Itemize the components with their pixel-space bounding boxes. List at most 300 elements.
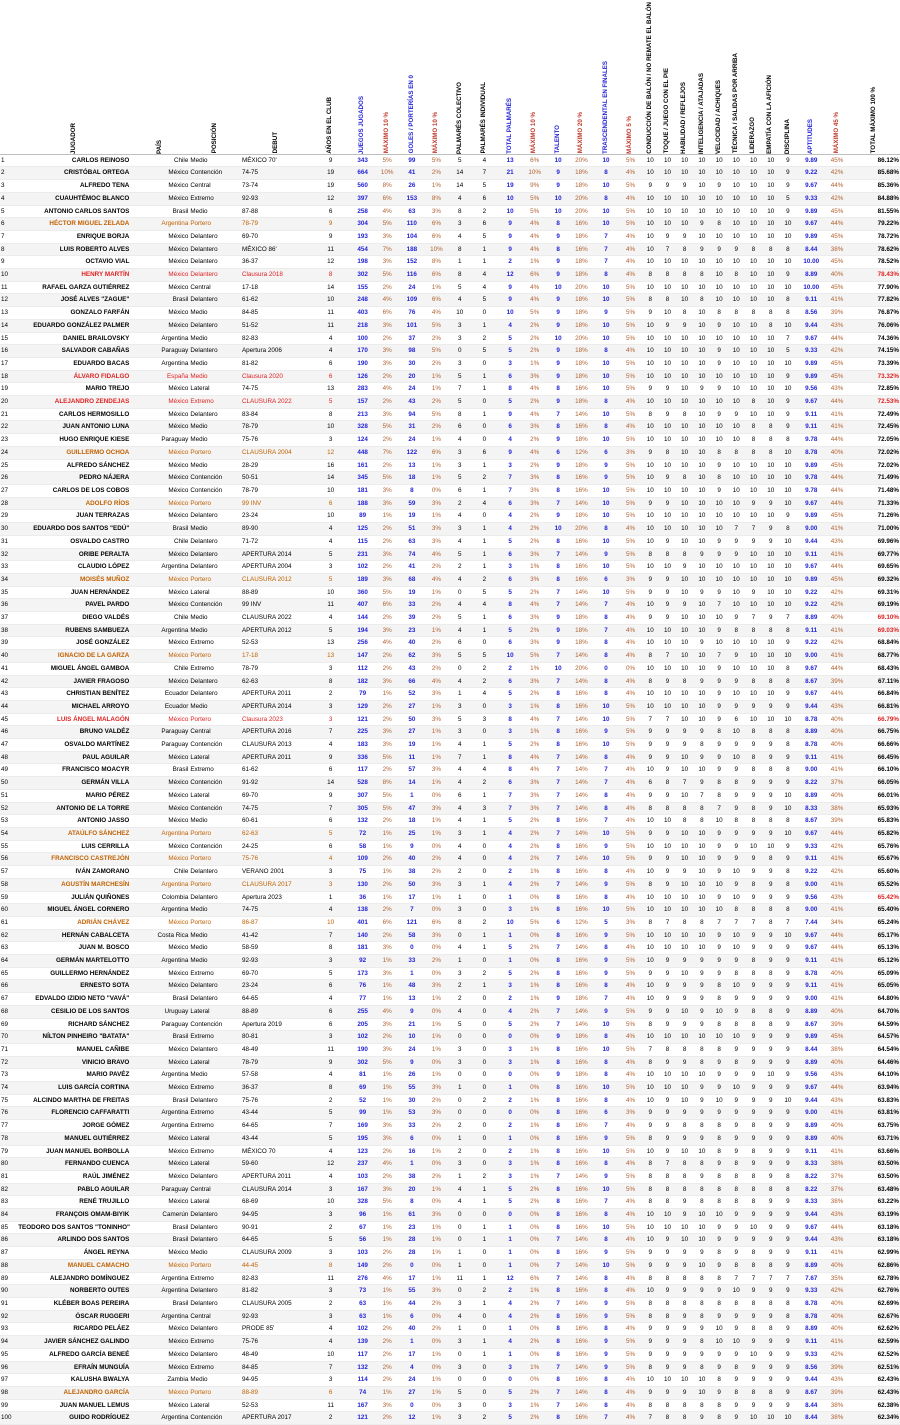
cell-total: 65.24% bbox=[848, 916, 900, 929]
cell-fan-empathy: 9 bbox=[762, 1247, 779, 1260]
cell-leadership: 10 bbox=[745, 345, 762, 358]
cell-finals: 10 bbox=[593, 535, 620, 548]
cell-goals-pct: 1% bbox=[425, 1374, 447, 1387]
cell-goals: 19 bbox=[398, 739, 425, 752]
cell-aptitudes-pct: 34% bbox=[826, 916, 848, 929]
cell-player: GONZALO FARFÁN bbox=[17, 307, 130, 320]
cell-talent: 8 bbox=[546, 485, 571, 498]
cell-talent-pct: 18% bbox=[570, 1031, 592, 1044]
cell-individual-awards: 1 bbox=[472, 751, 497, 764]
cell-talent: 6 bbox=[546, 916, 571, 929]
cell-total: 65.12% bbox=[848, 955, 900, 968]
header-country bbox=[130, 0, 189, 154]
cell-titles-pct: 1% bbox=[524, 1056, 546, 1069]
cell-talent-pct: 16% bbox=[570, 866, 592, 879]
cell-total: 71.26% bbox=[848, 510, 900, 523]
cell-speed: 10 bbox=[710, 1323, 727, 1336]
cell-intelligence: 10 bbox=[693, 510, 710, 523]
cell-talent: 7 bbox=[546, 713, 571, 726]
cell-individual-awards: 0 bbox=[472, 1069, 497, 1082]
cell-country: México bbox=[130, 1132, 189, 1145]
cell-individual-awards: 1 bbox=[472, 370, 497, 383]
cell-total: 66.81% bbox=[848, 700, 900, 713]
cell-team-titles: 2 bbox=[447, 1120, 472, 1133]
cell-position: Medio bbox=[189, 612, 241, 625]
cell-debut: VERANO 2001 bbox=[241, 866, 312, 879]
cell-touch: 9 bbox=[659, 497, 676, 510]
cell-total-titles: 2 bbox=[497, 866, 524, 879]
cell-goals-pct: 5% bbox=[425, 408, 447, 421]
cell-finals: 10 bbox=[593, 1221, 620, 1234]
cell-skill: 10 bbox=[676, 904, 693, 917]
cell-years-in-club: 6 bbox=[312, 1018, 349, 1031]
cell-index: 93 bbox=[0, 1323, 17, 1336]
header-label: PALMARÉS COLECTIVO bbox=[455, 81, 463, 154]
cell-technique: 10 bbox=[728, 1082, 745, 1095]
header-years-in-club bbox=[312, 0, 349, 154]
cell-total-titles: 2 bbox=[497, 1094, 524, 1107]
cell-goals-pct: 1% bbox=[425, 586, 447, 599]
cell-total: 64.59% bbox=[848, 1018, 900, 1031]
cell-talent-pct: 16% bbox=[570, 1043, 592, 1056]
cell-years-in-club: 11 bbox=[312, 319, 349, 332]
cell-games-played: 140 bbox=[349, 929, 376, 942]
cell-games-played: 155 bbox=[349, 281, 376, 294]
cell-skill: 10 bbox=[676, 1145, 693, 1158]
cell-talent: 6 bbox=[546, 446, 571, 459]
cell-speed: 8 bbox=[710, 218, 727, 231]
header-label: HABILIDAD / REFLEJOS bbox=[680, 81, 688, 154]
cell-ball-control: 8 bbox=[642, 1196, 659, 1209]
cell-speed: 8 bbox=[710, 1247, 727, 1260]
cell-finals-pct: 4% bbox=[620, 764, 642, 777]
cell-speed: 10 bbox=[710, 1005, 727, 1018]
cell-games-pct: 7% bbox=[376, 243, 398, 256]
cell-talent-pct: 20% bbox=[570, 281, 592, 294]
cell-talent: 7 bbox=[546, 1170, 571, 1183]
cell-goals: 63 bbox=[398, 535, 425, 548]
cell-talent: 8 bbox=[546, 815, 571, 828]
table-row bbox=[0, 1259, 900, 1272]
cell-touch: 9 bbox=[659, 408, 676, 421]
cell-debut: 87-88 bbox=[241, 205, 312, 218]
cell-years-in-club: 3 bbox=[312, 955, 349, 968]
cell-titles-pct: 2% bbox=[524, 815, 546, 828]
cell-finals-pct: 5% bbox=[620, 205, 642, 218]
cell-talent: 7 bbox=[546, 764, 571, 777]
cell-touch: 9 bbox=[659, 1056, 676, 1069]
cell-years-in-club: 4 bbox=[312, 1145, 349, 1158]
cell-leadership: 10 bbox=[745, 840, 762, 853]
cell-technique: 10 bbox=[728, 434, 745, 447]
cell-total-titles: 5 bbox=[497, 967, 524, 980]
cell-skill: 10 bbox=[676, 700, 693, 713]
cell-debut: APERTURA 2017 bbox=[241, 1412, 312, 1425]
cell-aptitudes: 9.44 bbox=[797, 1094, 827, 1107]
cell-country: Argentina bbox=[130, 1069, 189, 1082]
cell-talent: 9 bbox=[546, 993, 571, 1006]
cell-finals: 9 bbox=[593, 548, 620, 561]
cell-titles-pct: 4% bbox=[524, 764, 546, 777]
table-row bbox=[0, 662, 900, 675]
cell-intelligence: 10 bbox=[693, 472, 710, 485]
cell-talent: 8 bbox=[546, 1412, 571, 1425]
cell-games-pct: 3% bbox=[376, 624, 398, 637]
cell-games-played: 114 bbox=[349, 1374, 376, 1387]
cell-total-titles: 3 bbox=[497, 357, 524, 370]
cell-discipline: 10 bbox=[779, 497, 796, 510]
cell-aptitudes: 9.11 bbox=[797, 624, 827, 637]
cell-games-pct: 2% bbox=[376, 650, 398, 663]
table-row bbox=[0, 764, 900, 777]
cell-index: 96 bbox=[0, 1361, 17, 1374]
cell-aptitudes: 9.67 bbox=[797, 929, 827, 942]
cell-finals: 7 bbox=[593, 764, 620, 777]
cell-player: SALVADOR CABAÑAS bbox=[17, 345, 130, 358]
cell-titles-pct: 5% bbox=[524, 650, 546, 663]
cell-position: Medio bbox=[189, 523, 241, 536]
table-row bbox=[0, 1298, 900, 1311]
table-row bbox=[0, 1336, 900, 1349]
header-label: MÁXIMO 10 % bbox=[432, 112, 440, 154]
cell-aptitudes-pct: 45% bbox=[826, 230, 848, 243]
cell-team-titles: 3 bbox=[447, 904, 472, 917]
cell-total: 78.62% bbox=[848, 243, 900, 256]
cell-titles-pct: 6% bbox=[524, 1272, 546, 1285]
cell-total: 66.79% bbox=[848, 713, 900, 726]
cell-fan-empathy: 10 bbox=[762, 1412, 779, 1425]
cell-player: MARIO PAVÉZ bbox=[17, 1069, 130, 1082]
cell-individual-awards: 1 bbox=[472, 878, 497, 891]
cell-finals-pct: 0% bbox=[620, 662, 642, 675]
cell-aptitudes-pct: 41% bbox=[826, 650, 848, 663]
table-row bbox=[0, 751, 900, 764]
cell-talent: 9 bbox=[546, 434, 571, 447]
cell-player: MANUEL GUTIÉRREZ bbox=[17, 1132, 130, 1145]
cell-team-titles: 0 bbox=[447, 1221, 472, 1234]
cell-games-played: 195 bbox=[349, 1132, 376, 1145]
cell-goals-pct: 2% bbox=[425, 1170, 447, 1183]
cell-skill: 10 bbox=[676, 294, 693, 307]
cell-titles-pct: 3% bbox=[524, 789, 546, 802]
cell-years-in-club: 11 bbox=[312, 1272, 349, 1285]
cell-speed: 9 bbox=[710, 1234, 727, 1247]
cell-position: Central bbox=[189, 1310, 241, 1323]
cell-talent: 7 bbox=[546, 789, 571, 802]
cell-individual-awards: 0 bbox=[472, 1145, 497, 1158]
cell-skill: 10 bbox=[676, 1069, 693, 1082]
cell-player: CLAUDIO LÓPEZ bbox=[17, 561, 130, 574]
cell-games-played: 102 bbox=[349, 561, 376, 574]
cell-fan-empathy: 10 bbox=[762, 269, 779, 282]
cell-finals: 8 bbox=[593, 1056, 620, 1069]
cell-fan-empathy: 8 bbox=[762, 1005, 779, 1018]
cell-individual-awards: 0 bbox=[472, 421, 497, 434]
cell-games-played: 76 bbox=[349, 980, 376, 993]
cell-total: 65.93% bbox=[848, 802, 900, 815]
cell-years-in-club: 4 bbox=[312, 1170, 349, 1183]
cell-goals-pct: 1% bbox=[425, 751, 447, 764]
cell-intelligence: 10 bbox=[693, 599, 710, 612]
cell-goals: 40 bbox=[398, 853, 425, 866]
cell-index: 83 bbox=[0, 1196, 17, 1209]
cell-debut: 64-65 bbox=[241, 1120, 312, 1133]
cell-position: Delantero bbox=[189, 891, 241, 904]
cell-skill: 8 bbox=[676, 815, 693, 828]
cell-games-pct: 3% bbox=[376, 485, 398, 498]
header-ball-control bbox=[642, 0, 659, 154]
cell-goals-pct: 3% bbox=[425, 688, 447, 701]
cell-talent: 7 bbox=[546, 1234, 571, 1247]
cell-finals-pct: 5% bbox=[620, 485, 642, 498]
cell-player: ÁLVARO FIDALGO bbox=[17, 370, 130, 383]
cell-discipline: 8 bbox=[779, 523, 796, 536]
cell-team-titles: 4 bbox=[447, 815, 472, 828]
cell-games-played: 225 bbox=[349, 726, 376, 739]
cell-years-in-club: 3 bbox=[312, 1209, 349, 1222]
cell-goals-pct: 2% bbox=[425, 662, 447, 675]
cell-technique: 9 bbox=[728, 675, 745, 688]
table-row bbox=[0, 866, 900, 879]
cell-country: Argentina bbox=[130, 1120, 189, 1133]
cell-leadership: 8 bbox=[745, 421, 762, 434]
cell-individual-awards: 0 bbox=[472, 853, 497, 866]
cell-goals: 58 bbox=[398, 929, 425, 942]
header-index bbox=[0, 0, 17, 154]
cell-skill: 9 bbox=[676, 1361, 693, 1374]
cell-finals-pct: 4% bbox=[620, 1234, 642, 1247]
cell-country: Chile bbox=[130, 866, 189, 879]
table-row bbox=[0, 624, 900, 637]
cell-total: 76.87% bbox=[848, 307, 900, 320]
cell-games-pct: 2% bbox=[376, 1259, 398, 1272]
cell-touch: 9 bbox=[659, 535, 676, 548]
cell-leadership: 9 bbox=[745, 1107, 762, 1120]
cell-position: Lateral bbox=[189, 789, 241, 802]
cell-country: México bbox=[130, 980, 189, 993]
cell-technique: 10 bbox=[728, 599, 745, 612]
cell-leadership: 9 bbox=[745, 1043, 762, 1056]
cell-speed: 10 bbox=[710, 510, 727, 523]
cell-games-played: 123 bbox=[349, 1145, 376, 1158]
cell-goals: 0 bbox=[398, 942, 425, 955]
cell-leadership: 9 bbox=[745, 739, 762, 752]
cell-talent: 8 bbox=[546, 1132, 571, 1145]
cell-individual-awards: 2 bbox=[472, 916, 497, 929]
cell-games-pct: 2% bbox=[376, 612, 398, 625]
cell-titles-pct: 5% bbox=[524, 192, 546, 205]
cell-talent: 9 bbox=[546, 624, 571, 637]
cell-goals-pct: 1% bbox=[425, 1348, 447, 1361]
cell-team-titles: 2 bbox=[447, 561, 472, 574]
cell-team-titles: 3 bbox=[447, 319, 472, 332]
table-row bbox=[0, 345, 900, 358]
cell-position: Lateral bbox=[189, 751, 241, 764]
cell-discipline: 9 bbox=[779, 1043, 796, 1056]
table-row bbox=[0, 1361, 900, 1374]
cell-finals-pct: 5% bbox=[620, 586, 642, 599]
cell-individual-awards: 0 bbox=[472, 1043, 497, 1056]
cell-goals: 66 bbox=[398, 675, 425, 688]
cell-team-titles: 4 bbox=[447, 1196, 472, 1209]
cell-leadership: 10 bbox=[745, 713, 762, 726]
cell-games-played: 248 bbox=[349, 294, 376, 307]
cell-finals: 9 bbox=[593, 840, 620, 853]
cell-aptitudes-pct: 41% bbox=[826, 523, 848, 536]
cell-talent: 9 bbox=[546, 459, 571, 472]
cell-finals: 7 bbox=[593, 624, 620, 637]
cell-ball-control: 9 bbox=[642, 789, 659, 802]
cell-index: 89 bbox=[0, 1272, 17, 1285]
cell-aptitudes-pct: 40% bbox=[826, 1132, 848, 1145]
cell-index: 23 bbox=[0, 434, 17, 447]
cell-technique: 10 bbox=[728, 1031, 745, 1044]
cell-intelligence: 10 bbox=[693, 497, 710, 510]
cell-country: Paraguay bbox=[130, 434, 189, 447]
table-row bbox=[0, 688, 900, 701]
cell-discipline: 9 bbox=[779, 1107, 796, 1120]
cell-games-played: 58 bbox=[349, 840, 376, 853]
cell-intelligence: 8 bbox=[693, 1298, 710, 1311]
cell-team-titles: 4 bbox=[447, 1005, 472, 1018]
cell-goals: 188 bbox=[398, 243, 425, 256]
cell-discipline: 10 bbox=[779, 230, 796, 243]
cell-games-pct: 1% bbox=[376, 980, 398, 993]
cell-goals-pct: 0% bbox=[425, 1132, 447, 1145]
cell-technique: 8 bbox=[728, 1158, 745, 1171]
cell-aptitudes: 9.44 bbox=[797, 700, 827, 713]
cell-individual-awards: 0 bbox=[472, 1310, 497, 1323]
cell-touch: 9 bbox=[659, 1094, 676, 1107]
cell-goals-pct: 1% bbox=[425, 434, 447, 447]
cell-touch: 8 bbox=[659, 1272, 676, 1285]
cell-index: 64 bbox=[0, 955, 17, 968]
cell-player: JOSÉ GONZÁLEZ bbox=[17, 637, 130, 650]
cell-finals: 8 bbox=[593, 1285, 620, 1298]
cell-speed: 9 bbox=[710, 751, 727, 764]
cell-fan-empathy: 8 bbox=[762, 853, 779, 866]
table-row bbox=[0, 802, 900, 815]
cell-talent-pct: 18% bbox=[570, 230, 592, 243]
cell-intelligence: 8 bbox=[693, 802, 710, 815]
table-row bbox=[0, 777, 900, 790]
cell-games-played: 181 bbox=[349, 942, 376, 955]
cell-leadership: 10 bbox=[745, 192, 762, 205]
cell-fan-empathy: 10 bbox=[762, 840, 779, 853]
header-team-titles bbox=[447, 0, 472, 154]
cell-titles-pct: 1% bbox=[524, 1158, 546, 1171]
cell-fan-empathy: 10 bbox=[762, 688, 779, 701]
cell-talent-pct: 16% bbox=[570, 1120, 592, 1133]
cell-talent-pct: 16% bbox=[570, 967, 592, 980]
cell-talent-pct: 20% bbox=[570, 205, 592, 218]
cell-touch: 9 bbox=[659, 866, 676, 879]
cell-skill: 8 bbox=[676, 916, 693, 929]
cell-goals: 39 bbox=[398, 612, 425, 625]
cell-player: ALFREDO SÁNCHEZ bbox=[17, 459, 130, 472]
cell-talent-pct: 16% bbox=[570, 1247, 592, 1260]
cell-aptitudes-pct: 45% bbox=[826, 370, 848, 383]
cell-leadership: 9 bbox=[745, 1056, 762, 1069]
table-row bbox=[0, 1209, 900, 1222]
cell-team-titles: 3 bbox=[447, 1336, 472, 1349]
cell-ball-control: 9 bbox=[642, 307, 659, 320]
cell-finals-pct: 4% bbox=[620, 751, 642, 764]
cell-player: JULIÁN QUIÑONES bbox=[17, 891, 130, 904]
cell-total: 66.01% bbox=[848, 789, 900, 802]
cell-index: 13 bbox=[0, 307, 17, 320]
cell-leadership: 10 bbox=[745, 269, 762, 282]
cell-index: 31 bbox=[0, 535, 17, 548]
cell-fan-empathy: 8 bbox=[762, 446, 779, 459]
cell-intelligence: 10 bbox=[693, 1069, 710, 1082]
cell-fan-empathy: 10 bbox=[762, 357, 779, 370]
cell-country: Brasil bbox=[130, 205, 189, 218]
cell-leadership: 10 bbox=[745, 1412, 762, 1425]
cell-total-titles: 4 bbox=[497, 1336, 524, 1349]
cell-country: Brasil bbox=[130, 1031, 189, 1044]
cell-touch: 9 bbox=[659, 1120, 676, 1133]
cell-finals-pct: 5% bbox=[620, 853, 642, 866]
cell-intelligence: 10 bbox=[693, 929, 710, 942]
cell-debut: 69-70 bbox=[241, 230, 312, 243]
cell-team-titles: 3 bbox=[447, 1158, 472, 1171]
cell-total-titles: 7 bbox=[497, 472, 524, 485]
cell-finals-pct: 4% bbox=[620, 256, 642, 269]
cell-position: Extremo bbox=[189, 662, 241, 675]
cell-years-in-club: 6 bbox=[312, 815, 349, 828]
cell-goals-pct: 1% bbox=[425, 1247, 447, 1260]
cell-goals: 50 bbox=[398, 713, 425, 726]
cell-total-titles: 4 bbox=[497, 878, 524, 891]
cell-speed: 10 bbox=[710, 637, 727, 650]
cell-technique: 10 bbox=[728, 459, 745, 472]
cell-technique: 10 bbox=[728, 637, 745, 650]
cell-finals-pct: 5% bbox=[620, 218, 642, 231]
cell-goals-pct: 5% bbox=[425, 319, 447, 332]
cell-speed: 8 bbox=[710, 1272, 727, 1285]
table-row bbox=[0, 192, 900, 205]
cell-total-titles: 4 bbox=[497, 510, 524, 523]
cell-finals-pct: 4% bbox=[620, 624, 642, 637]
cell-games-pct: 2% bbox=[376, 700, 398, 713]
cell-total-titles: 1 bbox=[497, 1259, 524, 1272]
cell-touch: 9 bbox=[659, 789, 676, 802]
cell-total-titles: 5 bbox=[497, 815, 524, 828]
cell-fan-empathy: 9 bbox=[762, 1120, 779, 1133]
cell-total: 77.90% bbox=[848, 281, 900, 294]
cell-index: 72 bbox=[0, 1056, 17, 1069]
cell-total-titles: 3 bbox=[497, 459, 524, 472]
cell-talent: 7 bbox=[546, 1272, 571, 1285]
cell-discipline: 9 bbox=[779, 777, 796, 790]
cell-goals-pct: 1% bbox=[425, 891, 447, 904]
cell-fan-empathy: 10 bbox=[762, 459, 779, 472]
cell-speed: 10 bbox=[710, 878, 727, 891]
cell-fan-empathy: 9 bbox=[762, 751, 779, 764]
cell-aptitudes: 9.78 bbox=[797, 472, 827, 485]
cell-team-titles: 4 bbox=[447, 192, 472, 205]
cell-finals: 10 bbox=[593, 586, 620, 599]
cell-individual-awards: 1 bbox=[472, 1348, 497, 1361]
cell-position: Central bbox=[189, 180, 241, 193]
cell-individual-awards: 0 bbox=[472, 904, 497, 917]
cell-finals: 6 bbox=[593, 446, 620, 459]
cell-aptitudes-pct: 38% bbox=[826, 1158, 848, 1171]
cell-ball-control: 8 bbox=[642, 269, 659, 282]
cell-touch: 10 bbox=[659, 624, 676, 637]
cell-games-pct: 3% bbox=[376, 230, 398, 243]
